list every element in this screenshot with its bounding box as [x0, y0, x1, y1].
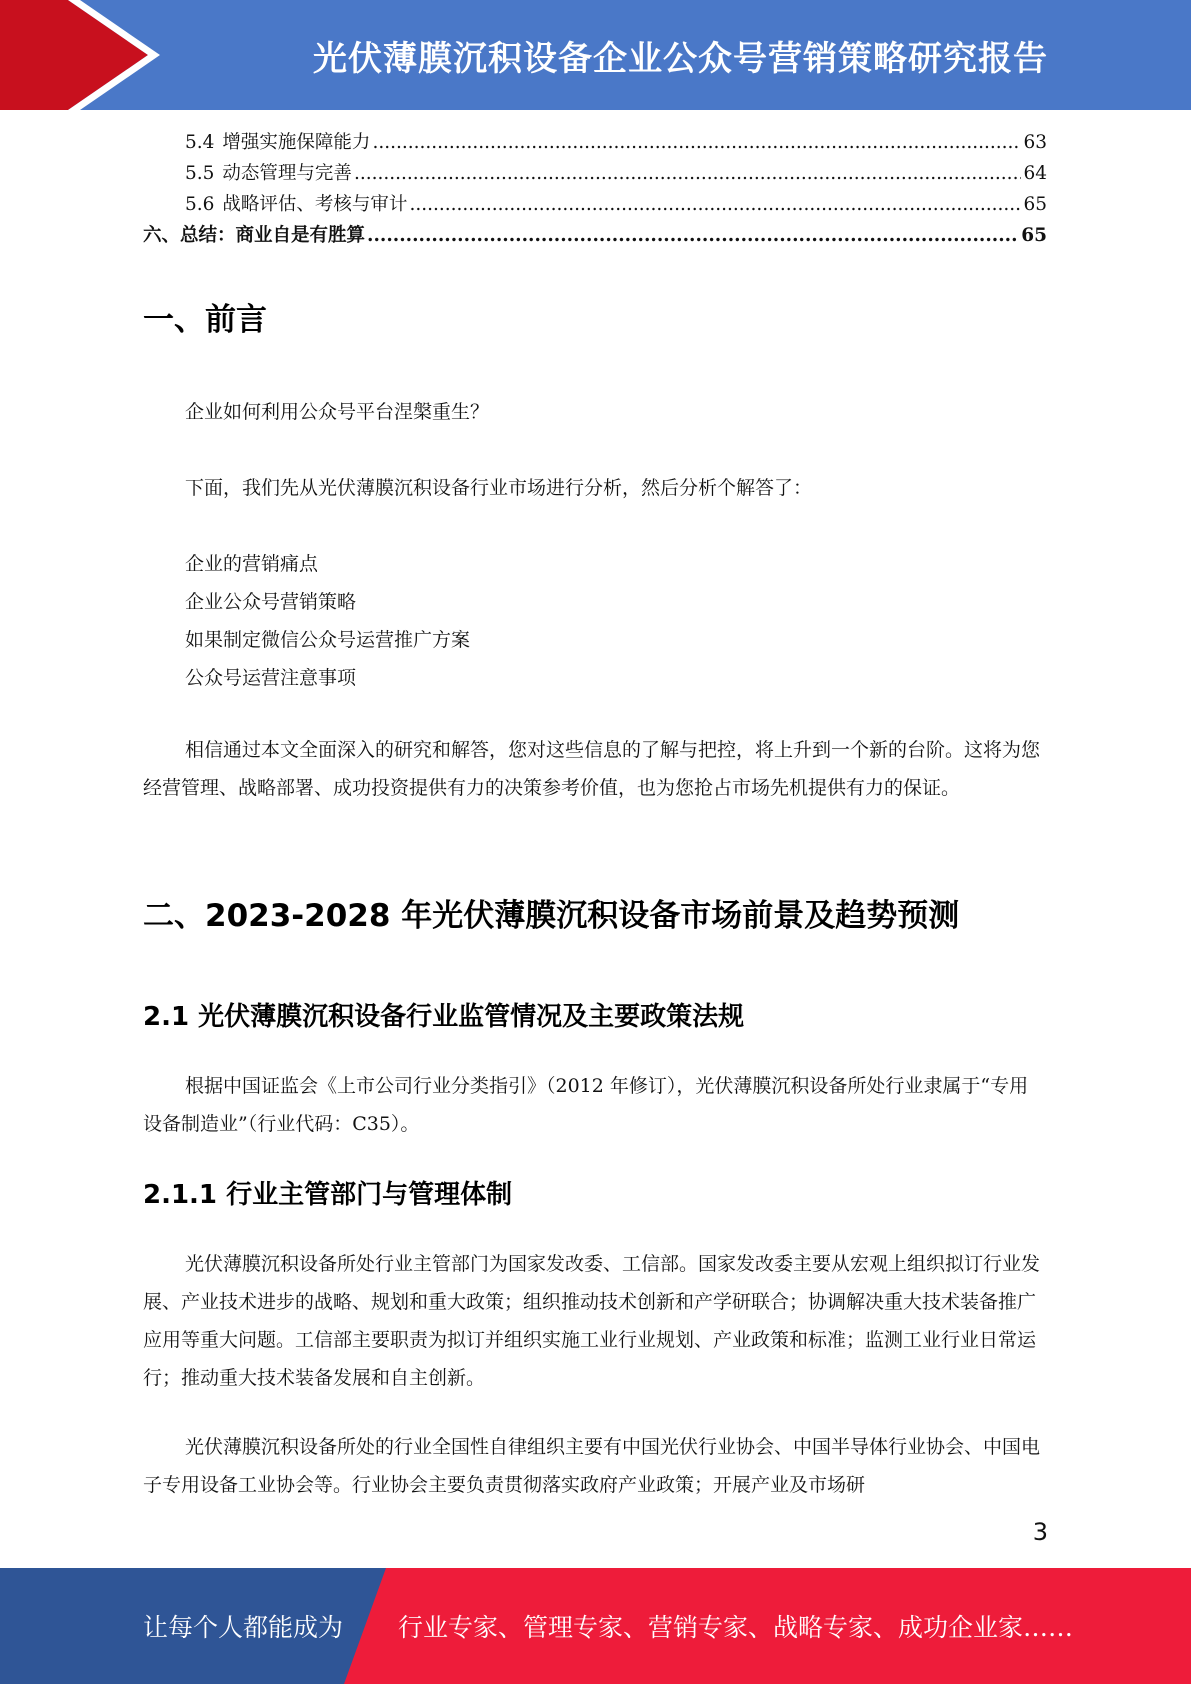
toc-entry[interactable]: [143, 159, 1047, 190]
toc-entry-page: 65: [1021, 225, 1047, 246]
toc-entry-number: 5.5: [185, 163, 215, 184]
toc-entry-title: 六、总结：商业自是有胜算: [143, 225, 366, 246]
paragraph: 企业如何利用公众号平台涅槃重生？: [185, 401, 490, 423]
toc-entry[interactable]: [143, 221, 1047, 252]
subsection-heading: 2.1.1 行业主管部门与管理体制: [143, 1180, 513, 1210]
subsection-heading: 2.1 光伏薄膜沉积设备行业监管情况及主要政策法规: [143, 1002, 745, 1032]
toc-entry-page: 63: [1023, 132, 1047, 153]
footer-slogan-right: 行业专家、管理专家、营销专家、战略专家、成功企业家……: [398, 1613, 1074, 1642]
paragraph: 光伏薄膜沉积设备所处的行业全国性自律组织主要有中国光伏行业协会、中国半导体行业协会、中国电子专用设备工业协会等。行业协会主要负责贯彻落实政府产业政策；开展产业及市场研: [143, 1436, 1041, 1496]
list-item: 公众号运营注意事项: [185, 667, 357, 689]
toc-entry-number: 5.4: [185, 132, 215, 153]
list-item: 企业的营销痛点: [185, 553, 319, 575]
toc-entry-title: 增强实施保障能力: [222, 132, 371, 153]
paragraph: 根据中国证监会《上市公司行业分类指引》（2012 年修订），光伏薄膜沉积设备所处行业隶属于“专用设备制造业”（行业代码：C35）。: [143, 1075, 1029, 1135]
toc-entry-page: 64: [1023, 163, 1047, 184]
page-footer: [0, 1568, 1191, 1684]
toc-entry-number: 5.6: [185, 194, 215, 215]
header-title: 光伏薄膜沉积设备企业公众号营销策略研究报告: [313, 38, 1048, 79]
paragraph: 相信通过本文全面深入的研究和解答，您对这些信息的了解与把控，将上升到一个新的台阶。这将为您经营管理、战略部署、成功投资提供有力的决策参考价值，也为您抢占市场先机提供有力的保证。: [143, 739, 1041, 799]
list-item: 企业公众号营销策略: [185, 591, 357, 613]
paragraph: 光伏薄膜沉积设备所处行业主管部门为国家发改委、工信部。国家发改委主要从宏观上组织拟订行业发展、产业技术进步的战略、规划和重大政策；组织推动技术创新和产学研联合；协调解决重大技术装备推广应用等重大问题。工信部主要职责为拟订并组织实施工业行业规划、产业政策和标准；监测工业行业日常运行；推动重大技术装备发展和自主创新。: [143, 1253, 1041, 1389]
table-of-contents: [143, 128, 1047, 252]
section-heading: 一、前言: [143, 302, 267, 338]
footer-slogan-left: 让每个人都能成为: [143, 1613, 344, 1642]
toc-leader-dots: [409, 194, 1021, 215]
toc-entry-title: 动态管理与完善: [222, 163, 352, 184]
paragraph: 下面，我们先从光伏薄膜沉积设备行业市场进行分析，然后分析个解答了：: [185, 477, 813, 499]
toc-entry[interactable]: [143, 128, 1047, 159]
page-number: 3: [1032, 1518, 1048, 1546]
toc-leader-dots: [354, 163, 1022, 184]
toc-entry[interactable]: [143, 190, 1047, 221]
toc-entry-title: 战略评估、考核与审计: [222, 194, 408, 215]
page-header: [0, 0, 1191, 110]
toc-entry-page: 65: [1023, 194, 1047, 215]
toc-leader-dots: [372, 132, 1021, 153]
toc-leader-dots: [367, 225, 1019, 246]
section-heading: 二、2023-2028 年光伏薄膜沉积设备市场前景及趋势预测: [143, 898, 960, 934]
list-item: 如果制定微信公众号运营推广方案: [185, 629, 471, 651]
